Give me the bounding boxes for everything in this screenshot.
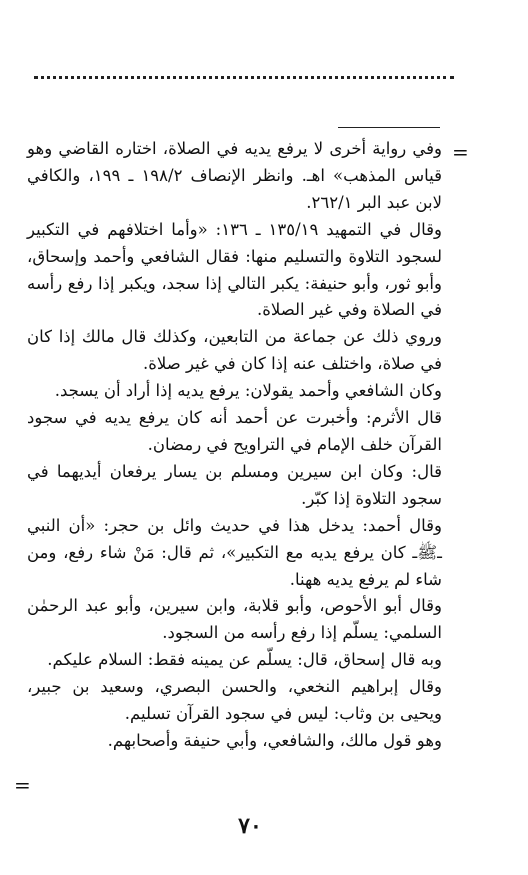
page-number: ٧٠ xyxy=(238,813,262,839)
paragraph: وبه قال إسحاق، قال: يسلّم عن يمينه فقط: السلام عليكم. xyxy=(47,650,442,670)
paragraph: قال الأثرم: وأخبرت عن أحمد أنه كان يرفع يديه في سجود القرآن خلف الإمام في التراويح في رمضان. xyxy=(27,408,442,454)
paragraph: وهو قول مالك، والشافعي، وأبي حنيفة وأصحابهم. xyxy=(107,730,442,750)
footnote-rule xyxy=(338,127,440,128)
continuation-marker-top: = xyxy=(452,140,469,164)
footnote-text xyxy=(27,136,442,755)
paragraph: وروي ذلك عن جماعة من التابعين، وكذلك قال مالك إذا كان في صلاة، واختلف عنه إذا كان في غير صلاة. xyxy=(27,327,442,374)
paragraph: وقال أبو الأحوص، وأبو قلابة، وابن سيرين، وأبو عبد الرحمٰن السلمي: يسلّم إذا رفع رأسه من السجود. xyxy=(27,596,442,643)
paragraph: وقال إبراهيم النخعي، والحسن البصري، وسعيد بن جبير، ويحيى بن وثاب: ليس في سجود القرآن تسليم. xyxy=(27,677,442,724)
continuation-marker-bottom: = xyxy=(14,773,31,797)
paragraph: قال: وكان ابن سيرين ومسلم بن يسار يرفعان أيديهما في سجود التلاوة إذا كبّر. xyxy=(27,461,442,508)
paragraph: وقال في التمهيد ١٣٥/١٩ ـ ١٣٦: «وأما اختلافهم في التكبير لسجود التلاوة والتسليم منها: فقال الشافعي وأحمد وإسحاق، وأبو ثور، وأبو حنيفة: يكبر التالي إذا سجد، ويكبر إذا رفع رأسه في الصلاة وفي غير الصلاة. xyxy=(27,219,443,320)
paragraph: وقال أحمد: يدخل هذا في حديث وائل بن حجر: «أن النبي ـﷺـ كان يرفع يديه مع التكبير»، ثم قال: مَنْ شاء رفع، ومن شاء لم يرفع يديه ههنا. xyxy=(27,515,442,589)
paragraph: وكان الشافعي وأحمد يقولان: يرفع يديه إذا أراد أن يسجد. xyxy=(54,381,442,401)
paragraph: وفي رواية أخرى لا يرفع يديه في الصلاة، اختاره القاضي وهو قياس المذهب» اهـ. وانظر الإنصاف ١٩٨/٢ ـ ١٩٩، والكافي لابن عبد البر ٢٦٢/١. xyxy=(27,139,442,212)
dotted-separator xyxy=(34,76,454,79)
